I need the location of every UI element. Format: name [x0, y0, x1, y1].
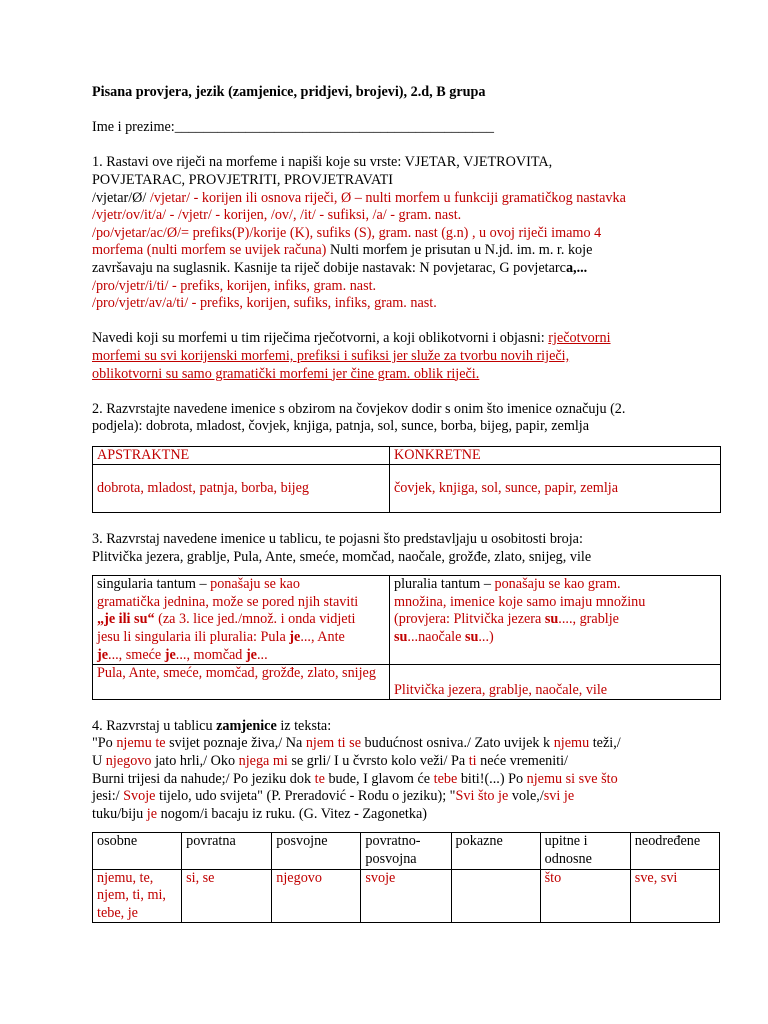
- q3-quote-close: “: [147, 611, 155, 628]
- q4-header-cell: povratna: [182, 833, 272, 869]
- poem-pronoun: Svoje: [123, 788, 156, 805]
- q4-table: [92, 832, 720, 923]
- q1-l1-black: /vjetar/Ø/: [92, 189, 147, 206]
- q3-sing-r1: ponašaju se kao: [210, 576, 300, 593]
- poem-pronoun: njem ti se: [305, 735, 361, 752]
- poem-pronoun: njemu te: [116, 735, 166, 752]
- q3-plur-r3a: (provjera: Plitvička jezera: [394, 611, 545, 628]
- q3-text-b: Plitvička jezera, grablje, Pula, Ante, smeće, momčad, naočale, grožđe, zlato, snijeg, vile: [92, 548, 592, 565]
- poem-text: svijet poznaje živa,/ Na: [165, 735, 306, 752]
- poem-pronoun: njega mi: [238, 753, 288, 769]
- q3-text-a: 3. Razvrstaj navedene imenice u tablicu, te pojasni što predstavljaju u osobitosti broja:: [92, 531, 583, 548]
- q1-l4-black: Nulti morfem je prisutan u N.jd. im. m. r. koje: [326, 242, 593, 259]
- q1-answer-line-7: /pro/vjetr/av/a/ti/ - prefiks, korijen, sufiks, infiks, gram. nast.: [92, 295, 437, 312]
- q4-text: [92, 718, 722, 736]
- q4-value-cell: svoje: [361, 869, 451, 923]
- poem-pronoun: njemu: [553, 735, 590, 752]
- poem-text: teži,/: [589, 735, 621, 752]
- page-title: Pisana provjera, jezik (zamjenice, pridjevi, brojevi), 2.d, B grupa: [92, 84, 486, 100]
- q4-header-cell: osobne: [93, 833, 182, 869]
- q3-sing-r5b: ..., smeće: [108, 646, 165, 663]
- poem-text: budućnost osniva./ Zato uvijek k: [361, 735, 554, 752]
- poem-pronoun: Svi što je: [455, 788, 509, 805]
- poem-text: nogom/i bacaju iz ruku. (G. Vitez - Zagonetka): [157, 805, 427, 822]
- q3-plur-r4d: ...): [478, 629, 494, 646]
- q3-plur-r4b: ...naočale: [407, 629, 465, 646]
- name-line: Ime i prezime:_____________________________________________: [92, 119, 494, 136]
- q3-table: [92, 575, 721, 700]
- q3-plur-r4c: su: [464, 629, 479, 646]
- q3-sing-r5e: je: [245, 646, 257, 663]
- q1-sub-question: [92, 330, 722, 348]
- q4-value-cell: njemu, te, njem, ti, mi, tebe, je: [93, 869, 182, 923]
- q3-sing-r3-line: [97, 611, 385, 629]
- q1-answer-line-2: /vjetr/ov/it/a/ - /vjetr/ - korijen, /ov/, /it/ - sufiksi, /a/ - gram. nast.: [92, 207, 462, 224]
- poem-text: biti!(...) Po: [457, 770, 527, 787]
- q1-text-b: POVJETARAC, PROVJETRITI, PROVJETRAVATI: [92, 171, 394, 188]
- q4-header-cell: posvojne: [272, 833, 361, 869]
- q3-sing-r2: gramatička jednina, može se pored njih staviti: [97, 593, 359, 610]
- poem-line: [92, 771, 722, 789]
- poem-pronoun: te: [314, 770, 325, 787]
- q4-value-cell: što: [540, 869, 630, 923]
- poem-pronoun: njemu si sve što: [526, 770, 618, 787]
- q3-sing-ili: ili: [115, 611, 135, 628]
- poem-line: [92, 788, 722, 806]
- q4-value-cell: sve, svi: [630, 869, 719, 923]
- q3-pluralia-value: Plitvička jezera, grablje, naočale, vile: [390, 665, 721, 700]
- poem-line: [92, 753, 722, 771]
- q1-answer-line-5: [92, 260, 722, 278]
- poem-text: se grli/ I u čvrsto kolo veži/ Pa: [287, 753, 469, 769]
- poem-text: bude, I glavom će: [324, 770, 434, 787]
- q3-sing-r5d: ..., momčad: [175, 646, 246, 663]
- q4-header-cell: pokazne: [451, 833, 540, 869]
- q2-table: [92, 446, 721, 514]
- q1-sub-a3: oblikotvorni su samo gramatički morfemi jer čine gram. oblik riječi.: [92, 365, 480, 382]
- worksheet: [92, 84, 722, 923]
- q4-poem: [92, 735, 722, 823]
- poem-line: [92, 806, 722, 824]
- q3-sing-r3: (za 3. lice jed./množ. i onda vidjeti: [154, 611, 356, 628]
- q3-plur-r2: množina, imenice koje samo imaju množinu: [394, 593, 646, 610]
- q3-singularia-value: Pula, Ante, smeće, momčad, grožđe, zlato, snijeg: [93, 665, 390, 700]
- poem-pronoun: svi je: [543, 788, 575, 805]
- q3-plur-label: pluralia tantum –: [394, 576, 495, 593]
- q4-text-a: 4. Razvrstaj u tablicu: [92, 717, 217, 734]
- question-1: [92, 154, 722, 383]
- q3-plur-r4-line: [394, 629, 716, 647]
- q4-value-cell: si, se: [182, 869, 272, 923]
- q1-sub-q: Navedi koji su morfemi u tim riječima rječotvorni, a koji oblikotvorni i objasni:: [92, 330, 549, 347]
- q4-value-cell: njegovo: [272, 869, 361, 923]
- poem-text: Burni trijesi da nahude;/ Po jeziku dok: [92, 770, 315, 787]
- q1-sub-a2: morfemi su svi korijenski morfemi, prefiksi i sufiksi jer služe za tvorbu novih riječi,: [92, 347, 570, 364]
- q4-text-c: iz teksta:: [276, 717, 332, 734]
- poem-text: U: [92, 753, 106, 769]
- question-3: [92, 531, 722, 700]
- q3-plur-r1: ponašaju se kao gram.: [494, 576, 621, 593]
- q1-answer-line-3: /po/vjetar/ac/Ø/= prefiks(P)/korije (K), sufiks (S), gram. nast (g.n) , u ovoj riječi imamo 4: [92, 224, 602, 241]
- q3-sing-r4: jesu li singularia ili pluralia: Pula: [97, 629, 290, 646]
- q1-l4-red: morfema (nulti morfem se uvijek računa): [92, 242, 327, 259]
- poem-pronoun: ti: [468, 753, 477, 769]
- q3-plur-r4a: su: [394, 629, 408, 646]
- q2-text-a: 2. Razvrstajte navedene imenice s obzirom na čovjekov dodir s onim što imenice označuju (2.: [92, 400, 626, 417]
- q4-text-bold: zamjenice: [216, 717, 277, 734]
- question-4: [92, 718, 722, 924]
- q3-sing-r5f: ...: [256, 646, 268, 663]
- poem-line: [92, 735, 722, 753]
- q3-sing-r5-line: [97, 647, 385, 665]
- q1-answer-line-1: [92, 190, 722, 208]
- q3-pluralia-cell: [390, 576, 721, 665]
- poem-text: jato hrli,/ Oko: [151, 753, 239, 769]
- poem-text: tuku/biju: [92, 805, 147, 822]
- q3-sing-je: je: [104, 611, 116, 628]
- poem-text: tijelo, udo svijeta" (P. Preradović - Rodu o jeziku); ": [155, 788, 456, 805]
- q1-l1-red: /vjetar/ - korijen ili osnova riječi, Ø – nulti morfem u funkciji gramatičkog nastavka: [146, 189, 626, 206]
- poem-text: neće vremeniti/: [476, 753, 568, 769]
- q4-header-cell: upitne i odnosne: [540, 833, 630, 869]
- q3-sing-r5a: je: [97, 646, 109, 663]
- q3-plur-r3-line: [394, 611, 716, 629]
- poem-pronoun: njegovo: [105, 753, 152, 769]
- poem-text: vole,/: [508, 788, 544, 805]
- q3-sing-r4-line: [97, 629, 385, 647]
- q2-header-abstract: APSTRAKTNE: [93, 446, 390, 465]
- poem-text: jesi:/: [92, 788, 124, 805]
- poem-pronoun: je: [146, 805, 158, 822]
- q2-text-b: podjela): dobrota, mladost, čovjek, knjiga, patnja, sol, sunce, borba, bijeg, papir, zemlja: [92, 418, 590, 435]
- poem-pronoun: tebe: [433, 770, 458, 787]
- q3-sing-r5c: je: [164, 646, 176, 663]
- question-2: [92, 401, 722, 514]
- q1-answer-line-4: [92, 242, 722, 260]
- poem-text: "Po: [92, 735, 117, 752]
- q2-header-concrete: KONKRETNE: [390, 446, 721, 465]
- q3-sing-su: su: [134, 611, 148, 628]
- q1-answer-line-6: /pro/vjetr/i/ti/ - prefiks, korijen, infiks, gram. nast.: [92, 277, 377, 294]
- q1-l5-black: završavaju na suglasnik. Kasnije ta riječ dobije nastavak: N povjetarac, G povjetarc: [92, 259, 566, 276]
- q4-value-cell: [451, 869, 540, 923]
- q2-value-abstract: dobrota, mladost, patnja, borba, bijeg: [93, 465, 390, 513]
- q1-sub-a1: rječotvorni: [548, 330, 611, 347]
- q1-l5-bold: a,...: [565, 259, 588, 276]
- q3-singularia-cell: [93, 576, 390, 665]
- q4-header-cell: neodređene: [630, 833, 719, 869]
- q3-quote-open: „: [97, 611, 105, 628]
- q3-sing-r4b: je: [289, 629, 301, 646]
- q3-plur-r3b: su: [544, 611, 559, 628]
- q3-sing-label: singularia tantum –: [97, 576, 211, 593]
- q3-sing-r4c: ..., Ante: [300, 629, 345, 646]
- q1-text-a: 1. Rastavi ove riječi na morfeme i napiši koje su vrste: VJETAR, VJETROVITA,: [92, 154, 553, 171]
- q2-value-concrete: čovjek, knjiga, sol, sunce, papir, zemlja: [390, 465, 721, 513]
- q3-plur-r3c: ...., grablje: [558, 611, 619, 628]
- q4-header-cell: povratno-posvojna: [361, 833, 451, 869]
